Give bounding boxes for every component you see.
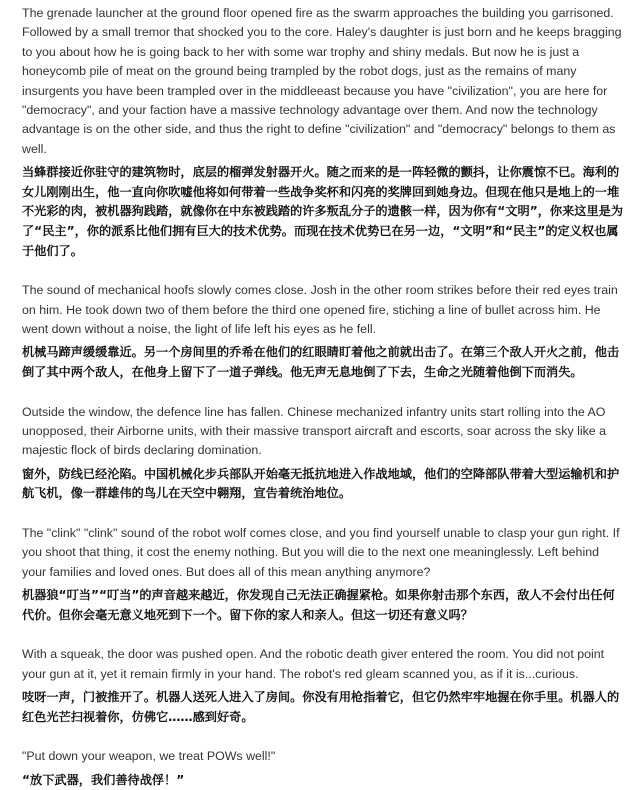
paragraph-1: [22, 4, 626, 261]
english-text: Outside the window, the defence line has fallen. Chinese mechanized infantry units start rolling into the AO unopposed, their Airborne units, with their massive transport aircraft and escorts, soar across the sky like a majestic flock of birds declaring domination.: [22, 404, 607, 458]
english-text: The "clink" "clink" sound of the robot wolf comes close, and you find yourself unable to clasp your gun right. If you shoot that thing, it cost the enemy nothing. But you will die to the next one meaninglessly. Left behind your families and loved ones. But does all of this mean anything anymore?: [22, 526, 620, 579]
chinese-text: 机械马蹄声缓缓靠近。另一个房间里的乔希在他们的红眼睛盯着他之前就出击了。在第三个敌人开火之前，他击倒了其中两个敌人，在他身上留下了一道子弹线。他无声无息地倒了下去，生命之光随着他倒下而消失。: [22, 345, 620, 380]
chinese-text: 窗外，防线已经沦陷。中国机械化步兵部队开始毫无抵抗地进入作战地域，他们的空降部队带着大型运输机和护航飞机，像一群雄伟的鸟儿在天空中翱翔，宣告着统治地位。: [22, 466, 620, 501]
english-text: The grenade launcher at the ground floor opened fire as the swarm approaches the building you garrisoned. Followed by a small tremor that shocked you to the core. Haley's daughter is just born and he keeps bragging to you about how he is going back to her with some war trophy and shiny medals. But now he is just a honeycomb pile of meat on the ground being trampled by the robot dogs, just as the remains of many insurgents you have been trampled over in the middleeast because you have "civilization", you are here for "democracy", and your faction have a massive technology advantage over them. And now the technology advantage is on the other side, and thus the right to define "civilization" and "democracy" belongs to them as well.: [22, 6, 622, 156]
paragraph-5: [22, 645, 626, 727]
paragraph-2: [22, 281, 626, 382]
english-text: With a squeak, the door was pushed open. And the robotic death giver entered the room. You did not point your gun at it, yet it remain firmly in your hand. The robot's red gleam scanned you, as if it is...curious.: [22, 647, 605, 681]
paragraph-4: [22, 524, 626, 625]
paragraph-6: [22, 747, 626, 790]
english-text: The sound of mechanical hoofs slowly comes close. Josh in the other room strikes before their red eyes train on him. He took down two of them before the third one opened fire, stiching a line of bullet across him. He went down without a noise, the light of life left his eyes as he fell.: [22, 283, 618, 337]
chinese-text: “放下武器，我们善待战俘！”: [22, 772, 185, 787]
paragraph-3: [22, 403, 626, 504]
chinese-text: 吱呀一声，门被推开了。机器人送死人进入了房间。你没有用枪指着它，但它仍然牢牢地握在你手里。机器人的红色光芒扫视着你，仿佛它……感到好奇。: [22, 690, 620, 724]
english-text: "Put down your weapon, we treat POWs well!": [22, 749, 276, 764]
document-body: [22, 4, 626, 790]
chinese-text: 当蜂群接近你驻守的建筑物时，底层的榴弹发射器开火。随之而来的是一阵轻微的颤抖，让你震惊不已。海利的女儿刚刚出生，他一直向你吹嘘他将如何带着一些战争奖杯和闪亮的奖牌回到她身边。但现在他只是地上的一堆不光彩的肉，被机器狗践踏，就像你在中东被践踏的许多叛乱分子的遗骸一样，因为你有“文明”，你来这里是为了“民主”，你的派系比他们拥有巨大的技术优势。而现在技术优势已在另一边，“文明”和“民主”的定义权也属于他们了。: [22, 165, 624, 258]
chinese-text: 机器狼“叮当”“叮当”的声音越来越近，你发现自己无法正确握紧枪。如果你射击那个东西，敌人不会付出任何代价。但你会毫无意义地死到下一个。留下你的家人和亲人。但这一切还有意义吗？: [22, 588, 615, 622]
